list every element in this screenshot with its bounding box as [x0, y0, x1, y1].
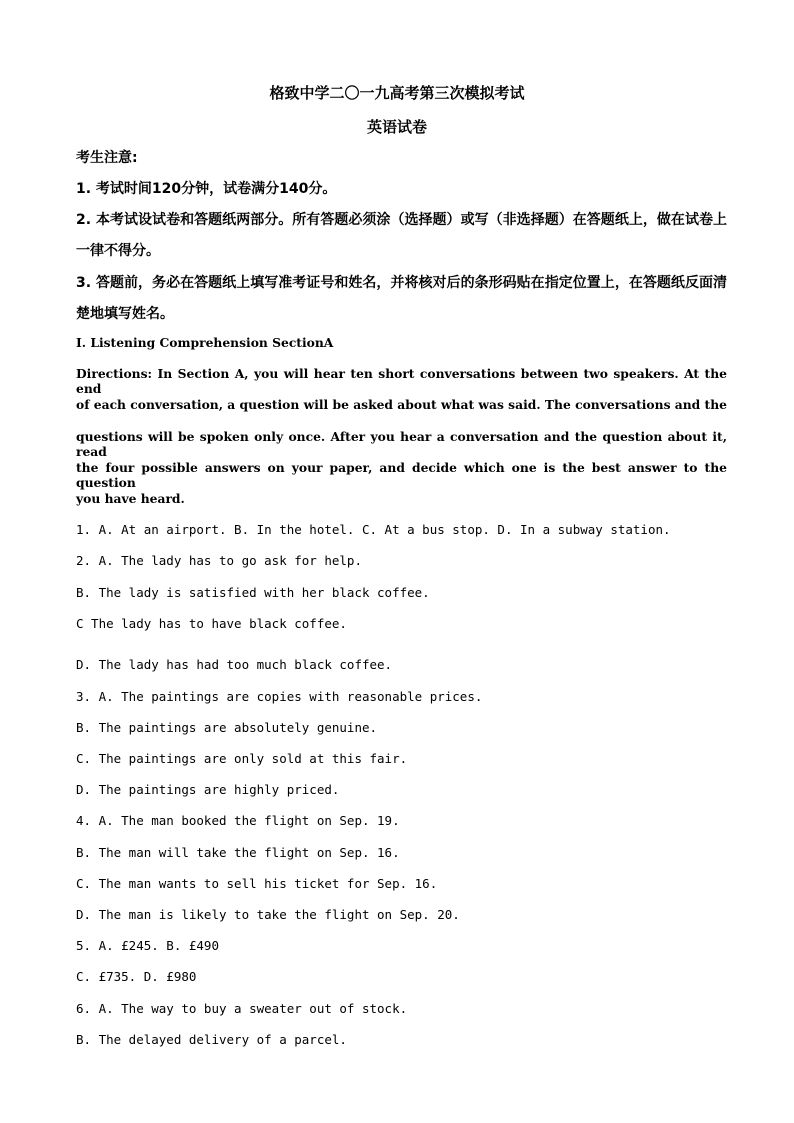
question-2-option-c: C The lady has to have black coffee.	[76, 616, 347, 631]
directions-line-3: questions will be spoken only once. After you hear a conversation and the question about it, read	[76, 429, 727, 459]
notice-item-2-line-1: 2. 本考试设试卷和答题纸两部分。所有答题必须涂（选择题）或写（非选择题）在答题纸上，做在试卷上	[76, 212, 727, 228]
directions-line-1: Directions: In Section A, you will hear ten short conversations between two speakers. At the end	[76, 366, 727, 396]
exam-title: 格致中学二〇一九高考第三次模拟考试	[269, 84, 525, 102]
notice-item-3-line-1: 3. 答题前，务必在答题纸上填写准考证号和姓名，并将核对后的条形码贴在指定位置上，在答题纸反面清	[76, 275, 727, 291]
question-2-option-d: D. The lady has had too much black coffee.	[76, 657, 393, 672]
question-6-option-b: B. The delayed delivery of a parcel.	[76, 1032, 347, 1047]
notice-item-2-line-2: 一律不得分。	[76, 243, 160, 259]
question-3-option-a: 3. A. The paintings are copies with reasonable prices.	[76, 689, 483, 704]
notice-heading: 考生注意:	[76, 150, 138, 166]
question-2-option-b: B. The lady is satisfied with her black coffee.	[76, 585, 430, 600]
notice-item-3-line-2: 楚地填写姓名。	[76, 306, 174, 322]
question-5-options-ab: 5. A. £245. B. £490	[76, 938, 219, 953]
directions-line-4: the four possible answers on your paper, and decide which one is the best answer to the question	[76, 460, 727, 490]
question-4-option-b: B. The man will take the flight on Sep. 16.	[76, 845, 400, 860]
question-6-option-a: 6. A. The way to buy a sweater out of stock.	[76, 1001, 408, 1016]
question-3-option-d: D. The paintings are highly priced.	[76, 782, 340, 797]
section-heading: I. Listening Comprehension SectionA	[76, 335, 334, 350]
question-3-option-b: B. The paintings are absolutely genuine.	[76, 720, 378, 735]
question-4-option-a: 4. A. The man booked the flight on Sep. 19.	[76, 813, 400, 828]
question-3-option-c: C. The paintings are only sold at this fair.	[76, 751, 408, 766]
question-2-option-a: 2. A. The lady has to go ask for help.	[76, 553, 362, 568]
question-5-options-cd: C. £735. D. £980	[76, 969, 197, 984]
directions-line-5: you have heard.	[76, 491, 185, 506]
question-1: 1. A. At an airport. B. In the hotel. C. At a bus stop. D. In a subway station.	[76, 522, 671, 537]
exam-subtitle: 英语试卷	[366, 118, 427, 136]
question-4-option-d: D. The man is likely to take the flight on Sep. 20.	[76, 907, 460, 922]
notice-item-1: 1. 考试时间120分钟，试卷满分140分。	[76, 181, 337, 197]
directions-line-2: of each conversation, a question will be asked about what was said. The conversations and the	[76, 397, 728, 412]
question-4-option-c: C. The man wants to sell his ticket for Sep. 16.	[76, 876, 438, 891]
